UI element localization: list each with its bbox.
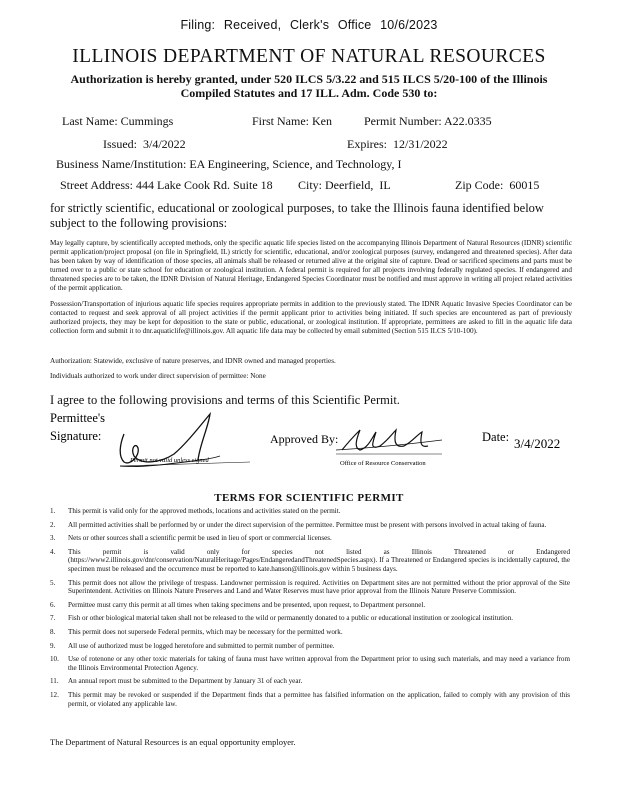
authorization-scope: Authorization: Statewide, exclusive of nature preserves, and IDNR owned and managed properties.: [50, 357, 336, 365]
terms-item-number: 10.: [50, 655, 59, 664]
terms-item: [50, 507, 570, 516]
terms-item-text: This permit is valid only for species not listed as Illinois Threatened or Endangered (https://www2.illinois.gov/dnr/conservation/NaturalHeritage/Pages/EndangeredandThreatenedSpecies.aspx). If a Threatened or Endangered species is incidentally captured, the specimen must be released and the occurrence must be reported to kate.hanson@illinois.gov within 5 business days.: [68, 547, 570, 573]
street-field: [60, 178, 273, 193]
terms-item: [50, 548, 570, 574]
terms-item-text: This permit does not allow the privilege of trespass. Landowner permission is required. Activities on Department sites are not permitted without the prior approval of the Site Superintendent. Activities on Illinois Nature Preserves and Land and Water Reserves must have prior approval from the Illinois Nature Preserve Commission.: [68, 578, 570, 596]
permit-number-field: [364, 114, 492, 129]
business-label: Business Name/Institution:: [56, 157, 187, 171]
issued-field: [103, 137, 186, 152]
city-label: City:: [298, 178, 323, 192]
terms-item-text: Nets or other sources shall a scientific permit be used in lieu of sport or commercial licenses.: [68, 534, 332, 543]
terms-item-number: 2.: [50, 520, 56, 529]
filing-stamp: Filing: Received, Clerk's Office 10/6/2023: [180, 18, 438, 32]
street-value: 444 Lake Cook Rd. Suite 18: [136, 178, 273, 192]
zip-label: Zip Code:: [455, 178, 504, 192]
approved-by-label: Approved By:: [270, 432, 339, 446]
permittee-signature-caption: Permit not valid unless signed: [130, 457, 209, 464]
terms-item-text: All permitted activities shall be performed by or under the direct supervision of the permittee. Permittee must be present with persons involved in actual taking of fauna.: [68, 520, 547, 529]
issued-value: 3/4/2022: [143, 137, 186, 151]
terms-item: [50, 579, 570, 596]
terms-item-number: 4.: [50, 547, 56, 556]
city-field: [298, 178, 391, 193]
terms-item-number: 11.: [50, 677, 59, 686]
terms-item-text: This permit does not supersede Federal permits, which may be necessary for the permitted work.: [68, 627, 343, 636]
city-value: Deerfield,: [325, 178, 374, 192]
terms-item-number: 1.: [50, 507, 56, 515]
approver-signature-flourish: [336, 440, 442, 450]
terms-item-number: 12.: [50, 690, 59, 699]
terms-item-number: 9.: [50, 641, 56, 650]
purpose-statement: for strictly scientific, educational or zoological purposes, to take the Illinois fauna identified below subject to the following provisions:: [50, 201, 544, 230]
terms-item: [50, 677, 570, 686]
terms-item-number: 7.: [50, 614, 56, 623]
permittee-label-1: Permittee's: [50, 411, 106, 425]
transportation-paragraph: Possession/Transportation of injurious aquatic life species requires appropriate permits in addition to the previously stated. The IDNR Aquatic Invasive Species Coordinator can be contacted to request and seek approval of all project activities if the permit applicant prior to activities being initiated. If such species are encountered as part of previously authorized projects, they may be kept for deposition to the state or public, educational, or zoological institution. If appropriate, permittees are asked to fill in the aquatic life data collection form and submit it to dnr.aquaticlife@illinois.gov. All aquatic life data may be collected by email submitted (Section 515 ILCS 5/10-100).: [50, 300, 572, 335]
last-name-value: Cummings: [120, 114, 174, 128]
office-caption: Office of Resource Conservation: [340, 460, 426, 467]
last-name-label: Last Name:: [62, 114, 118, 128]
approver-signature-mark: [342, 430, 428, 450]
terms-item-number: 6.: [50, 600, 56, 609]
expires-field: [347, 137, 448, 152]
permit-number-value: A22.0335: [444, 114, 492, 128]
terms-item: [50, 521, 570, 530]
terms-item-text: Fish or other biological material taken shall not be released to the wild or permanently donated to a public or educational institution or zoological institution.: [68, 614, 514, 623]
expires-label: Expires:: [347, 137, 387, 151]
permittee-signature-mark: [120, 414, 210, 463]
zip-field: [455, 178, 539, 193]
first-name-label: First Name:: [252, 114, 309, 128]
authorized-individuals: Individuals authorized to work under direct supervision of permittee: None: [50, 372, 266, 380]
terms-item: [50, 655, 570, 672]
permit-number-label: Permit Number:: [364, 114, 442, 128]
authorization-line-1: Authorization is hereby granted, under 520 ILCS 5/3.22 and 515 ILCS 5/20-100 of the Illinois: [70, 72, 548, 86]
department-title: ILLINOIS DEPARTMENT OF NATURAL RESOURCES: [72, 46, 546, 67]
signature-block: [50, 404, 590, 489]
agreement-statement: I agree to the following provisions and terms of this Scientific Permit.: [50, 393, 400, 407]
street-label: Street Address:: [60, 178, 133, 192]
terms-item-text: This permit may be revoked or suspended if the Department finds that a permittee has falsified information on the application, failed to comply with any provision of this permit, or violated any applicable law.: [68, 690, 570, 708]
equal-opportunity-footer: The Department of Natural Resources is an equal opportunity employer.: [50, 737, 296, 747]
first-name-value: Ken: [312, 114, 332, 128]
last-name-field: [62, 114, 173, 129]
signature-date: 3/4/2022: [514, 436, 561, 451]
issued-label: Issued:: [103, 137, 137, 151]
terms-item-number: 3.: [50, 534, 56, 543]
terms-item: [50, 614, 570, 623]
terms-item-number: 8.: [50, 627, 56, 636]
first-name-field: [252, 114, 332, 129]
signature-graphics: [50, 404, 590, 489]
authorization-line-2: Compiled Statutes and 17 ILL. Adm. Code 530 to:: [180, 86, 438, 100]
terms-list: [50, 507, 570, 713]
terms-item-text: Permittee must carry this permit at all times when taking specimens and be presented, upon request, to Department personnel.: [68, 600, 426, 609]
terms-item: [50, 628, 570, 637]
business-value: EA Engineering, Science, and Technology, I: [189, 157, 402, 171]
terms-item-number: 5.: [50, 578, 56, 587]
terms-item-text: This permit is valid only for the approved methods, locations and activities stated on the permit.: [68, 507, 341, 515]
expires-value: 12/31/2022: [393, 137, 448, 151]
terms-title: TERMS FOR SCIENTIFIC PERMIT: [214, 492, 404, 504]
zip-value: 60015: [509, 178, 540, 192]
permittee-label-2: Signature:: [50, 429, 102, 443]
terms-item: [50, 534, 570, 543]
state-value: IL: [379, 178, 391, 192]
date-label: Date:: [482, 430, 510, 444]
terms-item-text: All use of authorized must be logged heretofore and submitted to permit number of permittee.: [68, 641, 335, 650]
authorization-statement: [0, 72, 618, 100]
provisions-paragraph: May legally capture, by scientifically accepted methods, only the specific aquatic life species listed on the accompanying Illinois Department of Natural Resources (IDNR) scientific permit application/project proposal (on file in Springfield, IL) strictly for scientific, educational, and/or zoological purposes (survey, endangered and threatened species). After data has been taken by way of identification of those species, all animals shall be released or returned alive at the original site of capture. Dead or sacrificed specimens and parts must be turned over to a public or state school for education or zoological institution. A federal permit is required for all projects involving federally regulated species. If endangered and threatened species are to be taken, the IDNR Division of Natural Heritage, Endangered Species Coordinator must be notified and must approve in writing all project related activities of the permit application.: [50, 239, 572, 292]
terms-item: [50, 691, 570, 708]
terms-item-text: Use of rotenone or any other toxic materials for taking of fauna must have written approval from the Department prior to using such materials, and may need a variance from the Illinois Environmental Protection Agency.: [68, 655, 570, 672]
business-field: [56, 157, 401, 172]
terms-item-text: An annual report must be submitted to the Department by January 31 of each year.: [68, 677, 303, 686]
terms-item: [50, 642, 570, 651]
terms-item: [50, 601, 570, 610]
